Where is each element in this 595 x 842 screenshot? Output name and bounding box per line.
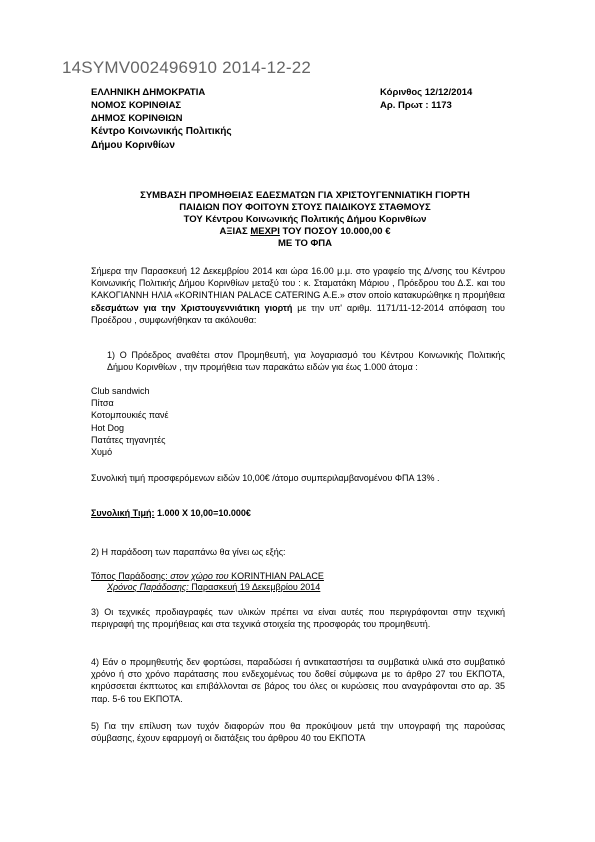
title-value-amount: ΤΟΥ ΠΟΣΟΥ 10.000,00 € <box>279 226 391 237</box>
header-country: ΕΛΛΗΝΙΚΗ ΔΗΜΟΚΡΑΤΙΑ <box>91 87 206 98</box>
delivery-time-label: Χρόνος Παράδοσης: <box>107 582 189 592</box>
header-org-line2: Δήμου Κορινθίων <box>91 140 175 151</box>
header-prefecture: ΝΟΜΟΣ ΚΟΡΙΝΘΙΑΣ <box>91 100 182 111</box>
clause-3: 3) Οι τεχνικές προδιαγραφές των υλικών πρέπει να είναι αυτές που περιγράφονται στην τεχνική περιγραφή της προμήθειας και στα τεχνικά στοιχεία της προσφοράς του προμηθευτή. <box>91 607 505 630</box>
clause-4: 4) Εάν ο προμηθευτής δεν φορτώσει, παραδώσει ή αντικαταστήσει τα συμβατικά υλικά στο συμβατικό χρόνο ή στο χρόνο παράτασης που ενδεχομένως του δοθεί σύμφωνα με το άρθρο 27 του ΕΚΠΟΤΑ, κηρύσσεται έκπτωτος και επιβάλλονται σε βάρος του όλες οι κυρώσεις που αναγράφονται στο αρ. 35 παρ. 5-6 του ΕΚΠΟΤΑ. <box>91 657 505 704</box>
delivery-place-prefix: στον χώρο του <box>167 571 232 581</box>
contract-title <box>90 190 520 250</box>
title-value-prefix: ΑΞΙΑΣ <box>219 226 251 237</box>
list-item: Χυμό <box>91 447 113 458</box>
title-line4 <box>90 226 520 238</box>
list-item: Club sandwich <box>91 386 150 396</box>
delivery-place-label: Τόπος Παράδοσης: <box>91 571 168 581</box>
total-price <box>91 507 505 519</box>
list-item: Hot Dog <box>91 422 125 433</box>
list-item: Κοτομπουκιές πανέ <box>91 410 169 421</box>
list-item: Πίτσα <box>91 398 114 409</box>
document-stamp-id: 14SYMV002496910 2014-12-22 <box>62 58 312 77</box>
delivery-time-value: Παρασκευή 19 Δεκεμβρίου 2014 <box>188 582 321 592</box>
clause-2: 2) Η παράδοση των παραπάνω θα γίνει ως εξής: <box>91 547 286 557</box>
header-right <box>380 86 472 112</box>
title-line2: ΠΑΙΔΙΩΝ ΠΟΥ ΦΟΙΤΟΥΝ ΣΤΟΥΣ ΠΑΙΔΙΚΟΥΣ ΣΤΑΘΜΟΥΣ <box>179 202 431 213</box>
title-line3: ΤΟΥ Κέντρου Κοινωνικής Πολιτικής Δήμου Κορινθίων <box>183 214 427 225</box>
title-value-upto: ΜΕΧΡΙ <box>250 226 280 237</box>
intro-subject: εδεσμάτων για την Χριστουγεννιάτικη γιορτή <box>91 302 293 313</box>
header-municipality: ΔΗΜΟΣ ΚΟΡΙΝΘΙΩΝ <box>91 113 183 124</box>
header-left <box>91 86 205 125</box>
clause-5: 5) Για την επίλυση των τυχόν διαφορών που θα προκύψουν μετά την υπογραφή της παρούσας σύμβασης, έχουν εφαρμογή οι διατάξεις του άρθρου 40 του ΕΚΠΟΤΑ <box>91 721 505 744</box>
intro-text: Σήμερα την Παρασκευή 12 Δεκεμβρίου 2014 και ώρα 16.00 μ.μ. στο γραφείο της Δ/νσης του Κέντρου Κοινωνικής Πολιτικής Δήμου Κορινθίων μεταξύ του : κ. Σταματάκη Μάριου , Πρόεδρου του Δ.Σ. και του ΚΑΚΟΓΙΑΝΝΗ ΗΛΙΑ «KORINTHIAN PALACE CATERING Α.Ε.» στον οποίο κατακυρώθηκε η προμήθεια <box>91 266 505 301</box>
intro-paragraph <box>91 265 505 326</box>
header-organization <box>91 125 232 153</box>
header-protocol-number: Αρ. Πρωτ : 1173 <box>380 100 452 111</box>
food-list <box>91 385 169 458</box>
delivery-place-value: KORINTHIAN PALACE <box>231 571 324 581</box>
clause-1: 1) Ο Πρόεδρος αναθέτει στον Προμηθευτή, για λογαριασμό του Κέντρου Κοινωνικής Πολιτικής Δήμου Κορινθίων , την προμήθεια των παρακάτω ειδών για έως 1.000 άτομα : <box>107 350 505 373</box>
list-item: Πατάτες τηγανητές <box>91 434 166 445</box>
delivery-time <box>107 581 521 593</box>
intro-text-end: με την υπ' αριθμ. 1171/11-12-2014 απόφαση του Προέδρου , συμφωνήθηκαν τα ακόλουθα: <box>91 302 505 325</box>
header-org-line1: Κέντρο Κοινωνικής Πολιτικής <box>91 126 232 137</box>
unit-price: Συνολική τιμή προσφερόμενων ειδών 10,00€ /άτομο συμπεριλαμβανομένου ΦΠΑ 13% . <box>91 473 440 483</box>
title-line1: ΣΥΜΒΑΣΗ ΠΡΟΜΗΘΕΙΑΣ ΕΔΕΣΜΑΤΩΝ ΓΙΑ ΧΡΙΣΤΟΥΓΕΝΝΙΑΤΙΚΗ ΓΙΟΡΤΗ <box>140 190 470 201</box>
total-value: 1.000 Χ 10,00=10.000€ <box>154 508 251 518</box>
total-label: Συνολική Τιμή: <box>91 508 155 518</box>
header-date: Κόρινθος 12/12/2014 <box>380 87 473 98</box>
title-line5: ΜΕ ΤΟ ΦΠΑ <box>277 238 333 249</box>
